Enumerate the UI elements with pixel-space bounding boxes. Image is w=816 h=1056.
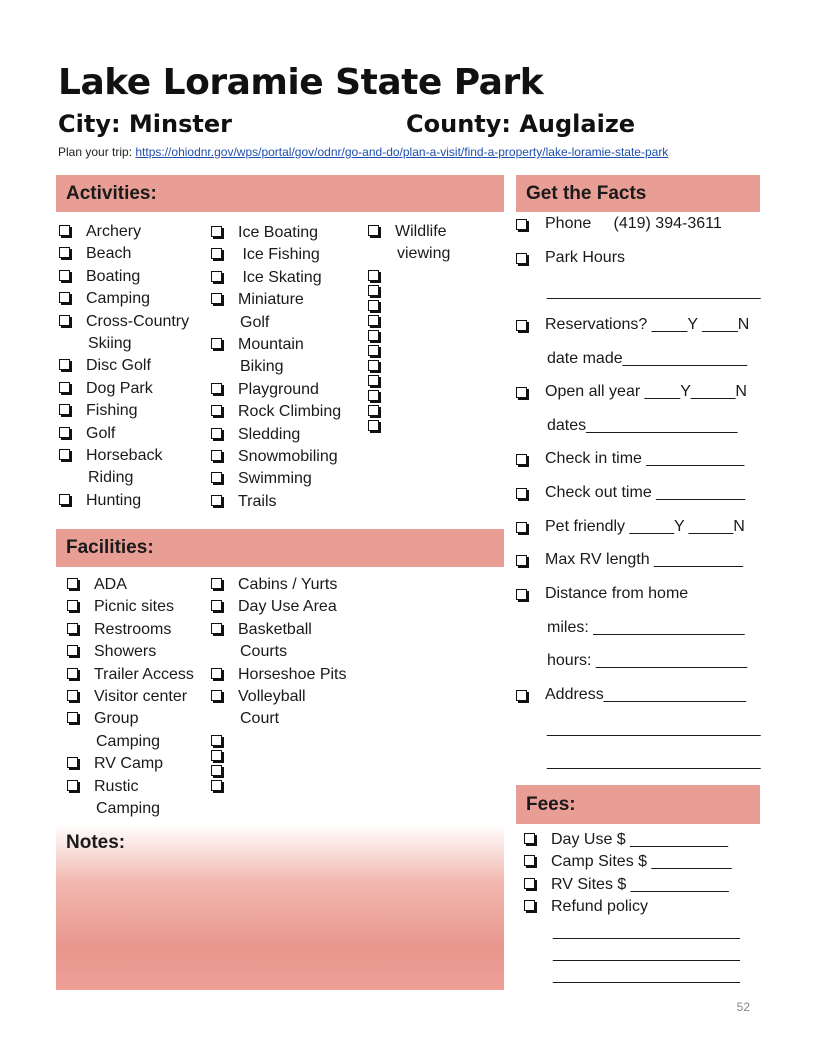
activity-blank[interactable] xyxy=(368,416,498,431)
checkbox[interactable] xyxy=(524,855,535,866)
page-number: 52 xyxy=(736,1000,750,1014)
facts-address-line-2[interactable]: ________________________ xyxy=(547,753,761,770)
facility-ada[interactable]: ADA xyxy=(67,574,212,596)
facts-section xyxy=(516,0,776,780)
facts-address-line-1[interactable]: ________________________ xyxy=(547,720,761,737)
facts-header: Get the Facts xyxy=(516,175,760,212)
facility-basketball[interactable]: Basketball xyxy=(211,619,371,641)
activity-boating[interactable]: Boating xyxy=(59,266,209,288)
plan-trip-link[interactable]: https://ohiodnr.gov/wps/portal/gov/odnr/go-and-do/plan-a-visit/find-a-property/lake-loramie-state-park xyxy=(135,145,669,159)
checkbox[interactable] xyxy=(59,359,70,370)
checkbox[interactable] xyxy=(516,522,527,533)
activity-blank[interactable] xyxy=(368,296,498,311)
facts-max-rv[interactable]: Max RV length __________ xyxy=(516,551,743,569)
facility-rustic-camping-cont: Camping xyxy=(96,800,161,818)
facts-hours[interactable]: hours: _________________ xyxy=(547,652,748,669)
checkbox[interactable] xyxy=(368,405,379,416)
activity-rock-climbing[interactable]: Rock Climbing xyxy=(211,401,371,423)
facts-phone[interactable]: Phone (419) 394-3611 xyxy=(516,215,722,233)
activity-trails[interactable]: Trails xyxy=(211,491,371,513)
fees-rv-sites[interactable]: RV Sites $ ___________ xyxy=(524,874,764,896)
activity-mountain[interactable]: Mountain xyxy=(211,334,371,356)
activity-camping[interactable]: Camping xyxy=(59,288,209,310)
checkbox[interactable] xyxy=(67,690,78,701)
checkbox[interactable] xyxy=(67,757,78,768)
activity-snowmobiling[interactable]: Snowmobiling xyxy=(211,446,371,468)
activities-col-3 xyxy=(368,221,498,431)
checkbox[interactable] xyxy=(211,450,222,461)
plan-trip-label: Plan your trip: xyxy=(58,145,136,159)
checkbox[interactable] xyxy=(59,404,70,415)
checkbox[interactable] xyxy=(211,600,222,611)
notes-header: Notes: xyxy=(66,832,126,853)
checkbox[interactable] xyxy=(67,780,78,791)
activity-disc-golf[interactable]: Disc Golf xyxy=(59,355,209,377)
checkbox[interactable] xyxy=(59,315,70,326)
activity-ice-fishing[interactable]: Ice Fishing xyxy=(211,244,371,266)
checkbox[interactable] xyxy=(59,247,70,258)
activity-playground[interactable]: Playground xyxy=(211,379,371,401)
checkbox[interactable] xyxy=(516,555,527,566)
activity-sledding[interactable]: Sledding xyxy=(211,424,371,446)
checkbox[interactable] xyxy=(211,293,222,304)
checkbox[interactable] xyxy=(211,428,222,439)
checkbox[interactable] xyxy=(211,495,222,506)
activity-archery[interactable]: Archery xyxy=(59,221,209,243)
facilities-col-2 xyxy=(211,574,371,791)
notes-area[interactable] xyxy=(56,824,504,990)
activity-golf[interactable]: Golf xyxy=(59,423,209,445)
activity-blank[interactable] xyxy=(368,356,498,371)
activity-fishing[interactable]: Fishing xyxy=(59,400,209,422)
checkbox[interactable] xyxy=(368,315,379,326)
checkbox[interactable] xyxy=(516,589,527,600)
fees-refund-line-3[interactable]: _____________________ xyxy=(553,967,740,985)
facts-miles[interactable]: miles: _________________ xyxy=(547,619,745,636)
activity-cross-country-cont: Skiing xyxy=(88,335,132,353)
checkbox[interactable] xyxy=(59,270,70,281)
checkbox[interactable] xyxy=(368,285,379,296)
facility-volleyball-cont: Court xyxy=(240,710,280,728)
checkbox[interactable] xyxy=(368,300,379,311)
checkbox[interactable] xyxy=(67,623,78,634)
checkbox[interactable] xyxy=(516,690,527,701)
checkbox[interactable] xyxy=(368,345,379,356)
checkbox[interactable] xyxy=(59,427,70,438)
facts-distance[interactable]: Distance from home xyxy=(516,585,688,603)
checkbox[interactable] xyxy=(67,712,78,723)
facility-horseshoe-pits[interactable]: Horseshoe Pits xyxy=(211,664,371,686)
fees-refund-line-2[interactable]: _____________________ xyxy=(553,945,740,963)
checkbox[interactable] xyxy=(67,645,78,656)
activity-blank[interactable] xyxy=(368,311,498,326)
activity-miniature-cont: Golf xyxy=(240,313,270,331)
facility-day-use-area[interactable]: Day Use Area xyxy=(211,596,371,618)
checkbox[interactable] xyxy=(211,578,222,589)
checkbox[interactable] xyxy=(211,668,222,679)
activity-horseback[interactable]: Horseback xyxy=(59,445,209,467)
checkbox[interactable] xyxy=(211,405,222,416)
fees-day-use[interactable]: Day Use $ ___________ xyxy=(524,829,764,851)
facts-check-in[interactable]: Check in time ___________ xyxy=(516,450,744,468)
checkbox[interactable] xyxy=(368,225,379,236)
checkbox[interactable] xyxy=(211,383,222,394)
checkbox[interactable] xyxy=(368,390,379,401)
facts-park-hours[interactable]: Park Hours xyxy=(516,249,625,267)
facility-blank[interactable] xyxy=(211,761,371,776)
facility-visitor-center[interactable]: Visitor center xyxy=(67,686,212,708)
checkbox[interactable] xyxy=(67,578,78,589)
activity-blank[interactable] xyxy=(368,386,498,401)
activities-header: Activities: xyxy=(56,175,504,212)
checkbox[interactable] xyxy=(59,382,70,393)
checkbox[interactable] xyxy=(211,338,222,349)
activity-ice-boating[interactable]: Ice Boating xyxy=(211,222,371,244)
activity-wildlife[interactable]: Wildlife xyxy=(368,221,498,243)
checkbox[interactable] xyxy=(524,878,535,889)
checkbox[interactable] xyxy=(516,320,527,331)
activity-cross-country[interactable]: Cross-Country xyxy=(59,311,209,333)
activity-wildlife-cont: viewing xyxy=(397,245,451,263)
checkbox[interactable] xyxy=(368,330,379,341)
facts-date-made[interactable]: date made______________ xyxy=(547,350,748,367)
activity-swimming[interactable]: Swimming xyxy=(211,468,371,490)
checkbox[interactable] xyxy=(59,225,70,236)
activity-blank[interactable] xyxy=(368,371,498,386)
activity-beach[interactable]: Beach xyxy=(59,243,209,265)
activity-horseback-cont: Riding xyxy=(88,469,134,487)
facility-trailer-access[interactable]: Trailer Access xyxy=(67,664,212,686)
facility-basketball-cont: Courts xyxy=(240,643,288,661)
activity-blank[interactable] xyxy=(368,341,498,356)
activities-col-1 xyxy=(59,221,209,512)
checkbox[interactable] xyxy=(211,271,222,282)
facts-reservations[interactable]: Reservations? ____Y ____N xyxy=(516,316,749,334)
fees-refund-line-1[interactable]: _____________________ xyxy=(553,922,740,940)
facility-blank[interactable] xyxy=(211,776,371,791)
facts-check-out[interactable]: Check out time __________ xyxy=(516,484,745,502)
facts-pet-friendly[interactable]: Pet friendly _____Y _____N xyxy=(516,518,745,536)
checkbox[interactable] xyxy=(211,735,222,746)
checkbox[interactable] xyxy=(368,375,379,386)
facts-dates[interactable]: dates_________________ xyxy=(547,417,738,434)
facts-open-all-year[interactable]: Open all year ____Y_____N xyxy=(516,383,747,401)
checkbox[interactable] xyxy=(67,600,78,611)
activity-blank[interactable] xyxy=(368,401,498,416)
checkbox[interactable] xyxy=(516,488,527,499)
activity-blank[interactable] xyxy=(368,281,498,296)
checkbox[interactable] xyxy=(368,270,379,281)
activity-miniature[interactable]: Miniature xyxy=(211,289,371,311)
facility-picnic-sites[interactable]: Picnic sites xyxy=(67,596,212,618)
checkbox[interactable] xyxy=(516,253,527,264)
facility-blank[interactable] xyxy=(211,731,371,746)
activities-col-2 xyxy=(211,222,371,513)
checkbox[interactable] xyxy=(211,780,222,791)
checkbox[interactable] xyxy=(211,226,222,237)
activity-blank[interactable] xyxy=(368,326,498,341)
checkbox[interactable] xyxy=(211,765,222,776)
checkbox[interactable] xyxy=(59,494,70,505)
facility-rustic-camping[interactable]: Rustic xyxy=(67,776,212,798)
checkbox[interactable] xyxy=(524,833,535,844)
activity-mountain-cont: Biking xyxy=(240,358,284,376)
checkbox[interactable] xyxy=(211,750,222,761)
checkbox[interactable] xyxy=(524,900,535,911)
checkbox[interactable] xyxy=(59,292,70,303)
facility-showers[interactable]: Showers xyxy=(67,641,212,663)
city-label: City: Minster xyxy=(58,110,232,138)
checkbox[interactable] xyxy=(516,454,527,465)
county-label: County: Auglaize xyxy=(406,110,636,138)
facilities-header: Facilities: xyxy=(56,529,504,567)
checkbox[interactable] xyxy=(516,219,527,230)
facility-group-camping[interactable]: Group xyxy=(67,708,212,730)
fees-refund-policy[interactable]: Refund policy xyxy=(524,896,764,918)
checkbox[interactable] xyxy=(211,690,222,701)
activity-dog-park[interactable]: Dog Park xyxy=(59,378,209,400)
checkbox[interactable] xyxy=(211,623,222,634)
facility-blank[interactable] xyxy=(211,746,371,761)
checkbox[interactable] xyxy=(368,360,379,371)
checkbox[interactable] xyxy=(67,668,78,679)
facility-rv-camp[interactable]: RV Camp xyxy=(67,753,212,775)
facility-volleyball[interactable]: Volleyball xyxy=(211,686,371,708)
activity-ice-skating[interactable]: Ice Skating xyxy=(211,267,371,289)
facility-group-camping-cont: Camping xyxy=(96,732,161,750)
facts-park-hours-line[interactable]: ________________________ xyxy=(547,283,761,300)
activity-blank[interactable] xyxy=(368,266,498,281)
facility-cabins-yurts[interactable]: Cabins / Yurts xyxy=(211,574,371,596)
checkbox[interactable] xyxy=(211,472,222,483)
facts-address[interactable]: Address________________ xyxy=(516,686,746,704)
checkbox[interactable] xyxy=(516,387,527,398)
fees-header: Fees: xyxy=(516,785,760,824)
facilities-col-1 xyxy=(67,574,212,820)
page-title: Lake Loramie State Park xyxy=(58,62,544,103)
fees-camp-sites[interactable]: Camp Sites $ _________ xyxy=(524,851,764,873)
checkbox[interactable] xyxy=(59,449,70,460)
checkbox[interactable] xyxy=(211,248,222,259)
fees-section xyxy=(524,829,764,988)
facility-restrooms[interactable]: Restrooms xyxy=(67,619,212,641)
checkbox[interactable] xyxy=(368,420,379,431)
activity-hunting[interactable]: Hunting xyxy=(59,490,209,512)
